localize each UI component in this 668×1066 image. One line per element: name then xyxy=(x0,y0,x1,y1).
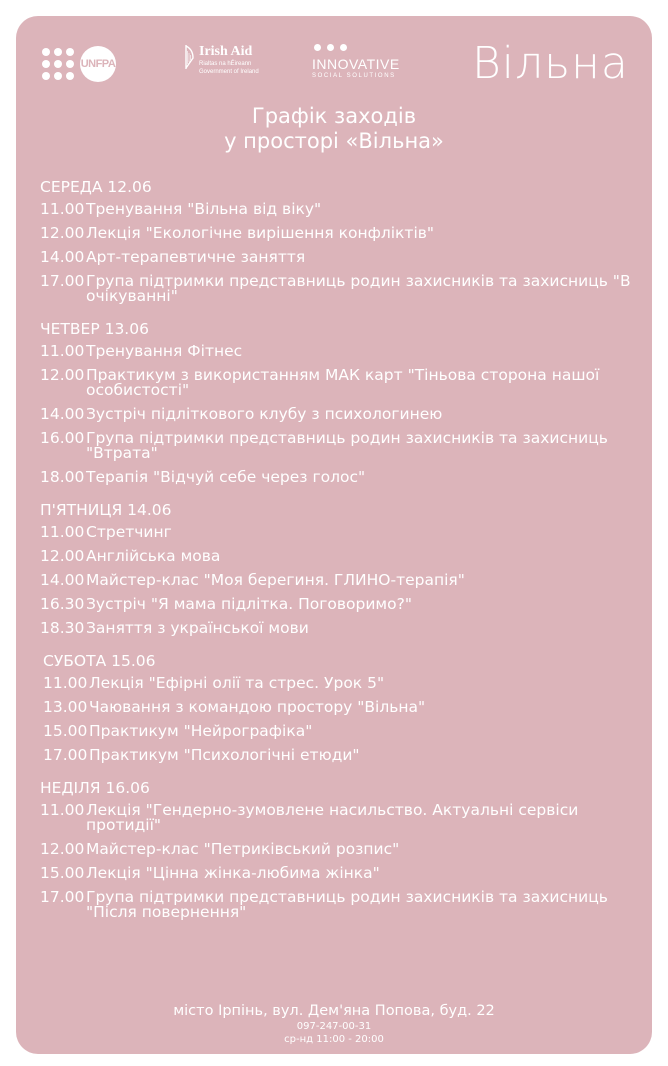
unfpa-logo xyxy=(42,46,116,82)
event-title: Арт-терапевтичне заняття xyxy=(86,248,306,266)
title-line-2: у просторі «Вільна» xyxy=(224,129,444,153)
event-time: 15.00 xyxy=(40,864,85,882)
event-item xyxy=(40,250,640,265)
event-item xyxy=(40,549,640,564)
event-title: Стретчинг xyxy=(86,523,172,541)
event-title: Група підтримки представниць родин захисників та захисниць "Після повернення" xyxy=(86,888,608,921)
schedule xyxy=(40,178,640,936)
unfpa-dots-icon xyxy=(42,48,74,80)
event-title: Зустріч "Я мама підлітка. Поговоримо?" xyxy=(86,595,412,613)
event-time: 16.30 xyxy=(40,595,85,613)
event-time: 14.00 xyxy=(40,405,85,423)
event-time: 16.00 xyxy=(40,429,85,447)
event-time: 17.00 xyxy=(40,272,85,290)
event-item xyxy=(40,274,640,304)
event-title: Лекція "Ефірні олії та стрес. Урок 5" xyxy=(89,674,385,692)
event-title: Лекція "Екологічне вирішення конфліктів" xyxy=(86,224,435,242)
day-saturday xyxy=(40,652,640,763)
event-item xyxy=(43,676,640,691)
iss-subtitle: SOCIAL SOLUTIONS xyxy=(312,73,396,79)
poster-card xyxy=(16,16,652,1054)
event-time: 18.00 xyxy=(40,468,85,486)
event-title: Терапія "Відчуй себе через голос" xyxy=(86,468,366,486)
event-title: Майстер-клас "Моя берегиня. ГЛИНО-терапія" xyxy=(86,571,465,589)
event-item xyxy=(40,407,640,422)
irish-aid-name: Irish Aid xyxy=(199,44,253,59)
event-title: Практикум з використанням МАК карт "Тіньова сторона нашої особистості" xyxy=(86,366,600,399)
event-item xyxy=(40,202,640,217)
event-title: Майстер-клас "Петриківський розпис" xyxy=(86,840,400,858)
event-item xyxy=(40,431,640,461)
phone: 097-247-00-31 xyxy=(296,1021,372,1032)
event-time: 15.00 xyxy=(43,722,88,740)
footer xyxy=(16,1002,652,1046)
event-item xyxy=(43,724,640,739)
event-title: Тренування "Вільна від віку" xyxy=(86,200,322,218)
event-item xyxy=(40,890,640,920)
event-item xyxy=(40,866,640,881)
day-friday xyxy=(40,501,640,636)
event-item xyxy=(43,700,640,715)
event-item xyxy=(40,597,640,612)
event-time: 14.00 xyxy=(40,571,85,589)
event-time: 11.00 xyxy=(40,523,85,541)
day-wednesday xyxy=(40,178,640,304)
event-title: Група підтримки представниць родин захисників та захисниць "В очікуванні" xyxy=(86,272,631,305)
irish-aid-logo xyxy=(184,44,259,76)
event-title: Практикум "Психологічні етюди" xyxy=(89,746,360,764)
event-item xyxy=(40,573,640,588)
event-title: Група підтримки представниць родин захисників та захисниць "Втрата" xyxy=(86,429,608,462)
event-title: Тренування Фітнес xyxy=(86,342,243,360)
day-sunday xyxy=(40,779,640,920)
event-time: 14.00 xyxy=(40,248,85,266)
event-title: Зустріч підліткового клубу з психологинею xyxy=(86,405,443,423)
event-title: Англійська мова xyxy=(86,547,221,565)
brand-logo: Вільна xyxy=(472,38,629,89)
innovative-social-solutions-logo xyxy=(312,44,422,80)
event-time: 11.00 xyxy=(40,342,85,360)
event-time: 11.00 xyxy=(40,801,85,819)
event-title: Заняття з української мови xyxy=(86,619,309,637)
title-line-1: Графік заходів xyxy=(251,104,417,128)
event-item xyxy=(40,621,640,636)
event-time: 18.30 xyxy=(40,619,85,637)
event-item xyxy=(40,344,640,359)
opening-hours: ср-нд 11:00 - 20:00 xyxy=(284,1034,384,1045)
irish-aid-sub1: Rialtas na hÉireann xyxy=(199,61,252,67)
event-item xyxy=(40,368,640,398)
event-item xyxy=(40,842,640,857)
event-time: 17.00 xyxy=(43,746,88,764)
iss-name: INNOVATIVE xyxy=(312,56,400,72)
event-title: Лекція "Гендерно-зумовлене насильство. Актуальні сервіси протидії" xyxy=(86,801,579,834)
day-label: ЧЕТВЕР 13.06 xyxy=(40,320,149,338)
event-time: 12.00 xyxy=(40,366,85,384)
event-time: 12.00 xyxy=(40,840,85,858)
event-item xyxy=(40,470,640,485)
day-thursday xyxy=(40,320,640,485)
event-title: Чаювання з командою простору "Вільна" xyxy=(89,698,426,716)
unfpa-emblem: UNFPA xyxy=(80,46,116,82)
page-title xyxy=(16,104,652,154)
logo-bar xyxy=(16,16,652,116)
event-item xyxy=(40,525,640,540)
event-time: 13.00 xyxy=(43,698,88,716)
event-time: 11.00 xyxy=(40,200,85,218)
event-item xyxy=(40,803,640,833)
event-title: Лекція "Цінна жінка-любима жінка" xyxy=(86,864,380,882)
day-label: НЕДІЛЯ 16.06 xyxy=(40,779,150,797)
day-label: СУБОТА 15.06 xyxy=(43,652,156,670)
event-title: Практикум "Нейрографіка" xyxy=(89,722,313,740)
irish-aid-sub2: Government of Ireland xyxy=(199,69,259,75)
day-label: П'ЯТНИЦЯ 14.06 xyxy=(40,501,172,519)
event-time: 12.00 xyxy=(40,547,85,565)
event-time: 11.00 xyxy=(43,674,88,692)
iss-dots-icon xyxy=(314,44,422,51)
day-label: СЕРЕДА 12.06 xyxy=(40,178,152,196)
event-item xyxy=(40,226,640,241)
address: місто Ірпінь, вул. Дем'яна Попова, буд. 22 xyxy=(173,1003,495,1019)
harp-icon xyxy=(184,44,194,70)
event-time: 12.00 xyxy=(40,224,85,242)
event-item xyxy=(43,748,640,763)
event-time: 17.00 xyxy=(40,888,85,906)
